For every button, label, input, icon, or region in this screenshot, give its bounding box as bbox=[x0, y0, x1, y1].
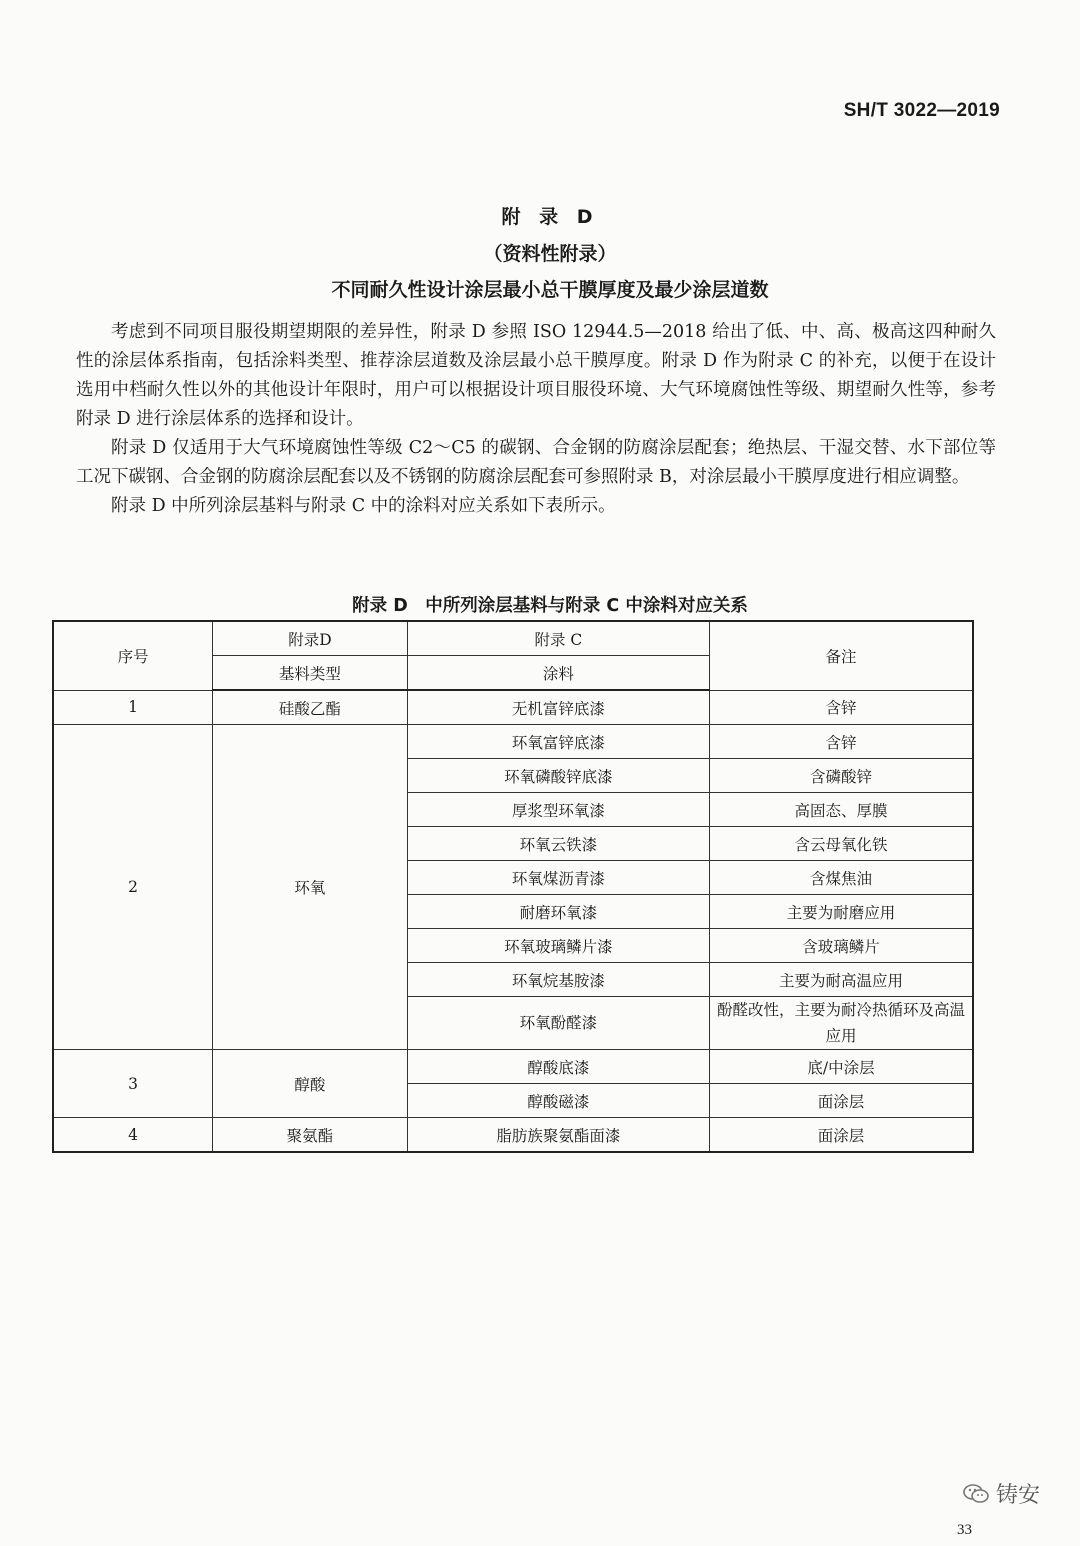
header-coating: 涂料 bbox=[407, 656, 709, 691]
paragraph: 附录 D 中所列涂层基料与附录 C 中的涂料对应关系如下表所示。 bbox=[111, 496, 616, 516]
table-row bbox=[53, 725, 973, 759]
cell-remark: 含玻璃鳞片 bbox=[710, 929, 973, 963]
cell-base: 环氧 bbox=[213, 725, 408, 1050]
cell-seq: 3 bbox=[53, 1050, 213, 1118]
cell-remark: 底/中涂层 bbox=[710, 1050, 973, 1084]
header-seq: 序号 bbox=[53, 621, 213, 690]
mapping-table bbox=[52, 620, 974, 1153]
appendix-name: 不同耐久性设计涂层最小总干膜厚度及最少涂层道数 bbox=[331, 279, 769, 301]
wechat-icon bbox=[962, 1483, 990, 1505]
cell-coating: 脂肪族聚氨酯面漆 bbox=[407, 1118, 709, 1153]
cell-remark: 主要为耐高温应用 bbox=[710, 963, 973, 997]
cell-seq: 4 bbox=[53, 1118, 213, 1153]
cell-coating: 环氧磷酸锌底漆 bbox=[407, 759, 709, 793]
cell-coating: 醇酸磁漆 bbox=[407, 1084, 709, 1118]
header-remark: 备注 bbox=[710, 621, 973, 690]
cell-coating: 环氧煤沥青漆 bbox=[407, 861, 709, 895]
cell-remark: 含云母氧化铁 bbox=[710, 827, 973, 861]
cell-remark: 面涂层 bbox=[710, 1118, 973, 1153]
paragraph: 附录 D 仅适用于大气环境腐蚀性等级 C2～C5 的碳钢、合金钢的防腐涂层配套；绝热层、干湿交替、水下部位等工况下碳钢、合金钢的防腐涂层配套以及不锈钢的防腐涂层配套可参照附录 B，对涂层最小干膜厚度进行相应调整。 bbox=[76, 438, 996, 487]
page-number: 33 bbox=[957, 1522, 972, 1538]
cell-coating: 环氧云铁漆 bbox=[407, 827, 709, 861]
appendix-title: 附 录 D bbox=[501, 206, 599, 228]
cell-seq: 1 bbox=[53, 690, 213, 725]
paragraph: 考虑到不同项目服役期望期限的差异性，附录 D 参照 ISO 12944.5—2018 给出了低、中、高、极高这四种耐久性的涂层体系指南，包括涂料类型、推荐涂层道数及涂层最小总干膜厚度。附录 D 作为附录 C 的补充，以便于在设计选用中档耐久性以外的其他设计年限时，用户可以根据设计项目服役环境、大气环境腐蚀性等级、期望耐久性等，参考附录 D 进行涂层体系的选择和设计。 bbox=[76, 322, 996, 429]
appendix-type: （资料性附录） bbox=[483, 243, 617, 265]
standard-code: SH/T 3022—2019 bbox=[843, 100, 1000, 121]
cell-remark: 含锌 bbox=[710, 725, 973, 759]
cell-coating: 醇酸底漆 bbox=[407, 1050, 709, 1084]
cell-coating: 耐磨环氧漆 bbox=[407, 895, 709, 929]
cell-remark: 主要为耐磨应用 bbox=[710, 895, 973, 929]
cell-coating: 环氧玻璃鳞片漆 bbox=[407, 929, 709, 963]
table-row bbox=[53, 1118, 973, 1153]
table-row bbox=[53, 690, 973, 725]
cell-seq: 2 bbox=[53, 725, 213, 1050]
table-title: 附录 D 中所列涂层基料与附录 C 中涂料对应关系 bbox=[352, 596, 748, 616]
cell-coating: 厚浆型环氧漆 bbox=[407, 793, 709, 827]
title-block bbox=[0, 202, 1080, 302]
watermark-text: 铸安 bbox=[995, 1483, 1040, 1508]
cell-coating: 无机富锌底漆 bbox=[407, 690, 709, 725]
cell-remark: 面涂层 bbox=[710, 1084, 973, 1118]
header-appendix-c: 附录 C bbox=[407, 621, 709, 656]
cell-coating: 环氧烷基胺漆 bbox=[407, 963, 709, 997]
table-row bbox=[53, 1050, 973, 1084]
cell-base: 聚氨酯 bbox=[213, 1118, 408, 1153]
cell-remark: 高固态、厚膜 bbox=[710, 793, 973, 827]
header-appendix-d: 附录D bbox=[213, 621, 408, 656]
cell-remark: 含锌 bbox=[710, 690, 973, 725]
cell-base: 硅酸乙酯 bbox=[213, 690, 408, 725]
body-text bbox=[76, 318, 996, 521]
cell-base: 醇酸 bbox=[213, 1050, 408, 1118]
table-header-row bbox=[53, 621, 973, 656]
cell-coating: 环氧富锌底漆 bbox=[407, 725, 709, 759]
cell-coating: 环氧酚醛漆 bbox=[407, 997, 709, 1050]
header-base-type: 基料类型 bbox=[213, 656, 408, 691]
cell-remark: 酚醛改性，主要为耐冷热循环及高温应用 bbox=[710, 997, 973, 1050]
watermark bbox=[962, 1478, 1040, 1509]
cell-remark: 含煤焦油 bbox=[710, 861, 973, 895]
cell-remark: 含磷酸锌 bbox=[710, 759, 973, 793]
